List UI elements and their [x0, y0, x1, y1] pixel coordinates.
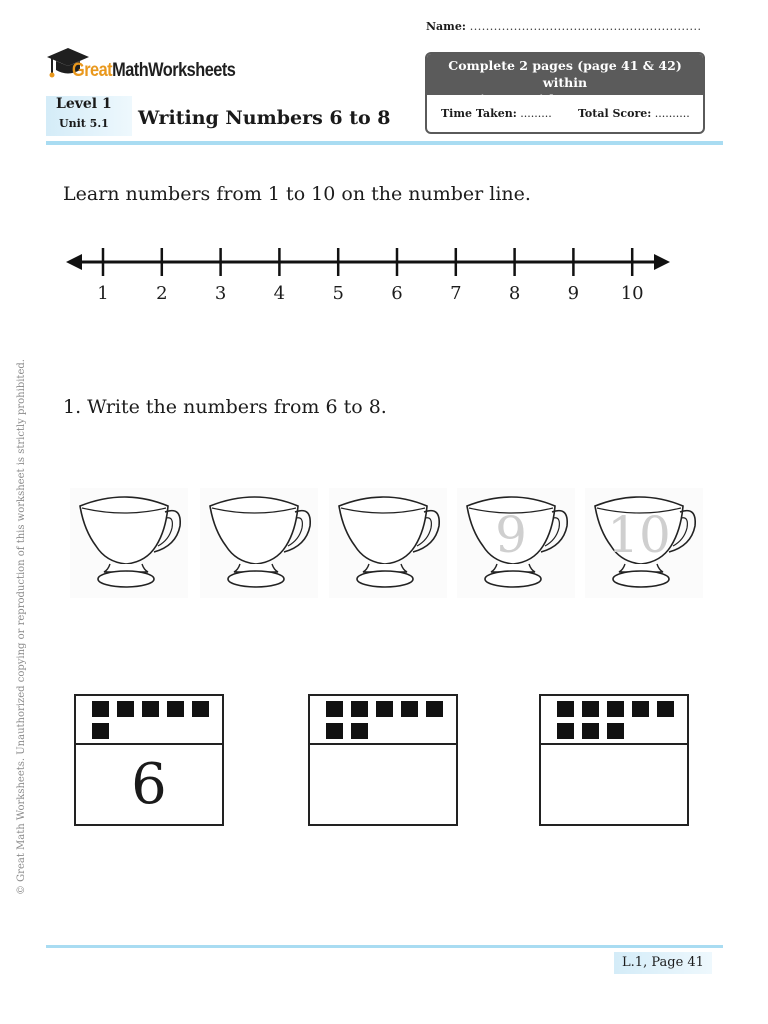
count-square [557, 723, 574, 739]
page-title: Writing Numbers 6 to 8 [138, 107, 391, 129]
task-minutes: 2 [453, 92, 463, 107]
count-square [92, 723, 109, 739]
count-square [426, 701, 443, 717]
count-square [401, 701, 418, 717]
task-instructions [427, 54, 703, 107]
count-square [557, 701, 574, 717]
count-square [192, 701, 209, 717]
count-square [167, 701, 184, 717]
ten-frame-card [74, 694, 224, 826]
right-arrow-icon [654, 254, 670, 270]
number-line-label: 9 [567, 283, 580, 304]
count-square [326, 723, 343, 739]
count-square [351, 701, 368, 717]
logo [46, 46, 236, 92]
time-taken-label: Time Taken: [441, 107, 517, 120]
number-line [60, 240, 680, 310]
count-square [607, 723, 624, 739]
intro-instruction: Learn numbers from 1 to 10 on the number line. [63, 183, 531, 205]
copyright-note: © Great Math Worksheets. Unauthorized copying or reproduction of this worksheet is strictly prohibited. [16, 359, 27, 895]
answer-box[interactable] [310, 745, 456, 824]
header-divider [46, 141, 723, 145]
teacup-icon [200, 488, 318, 598]
answer-box[interactable] [541, 745, 687, 824]
total-score-field[interactable] [578, 107, 690, 120]
total-score-label: Total Score: [578, 107, 652, 120]
logo-wordmark [72, 60, 235, 82]
number-line-label: 5 [332, 283, 344, 304]
teacup-icon [585, 488, 703, 598]
teacup-icon [70, 488, 188, 598]
task-line-2-rest: minutes with > 95% accuracy. [462, 92, 677, 107]
left-arrow-icon [66, 254, 82, 270]
count-square [607, 701, 624, 717]
logo-mathworksheets-text: MathWorksheets [112, 60, 236, 81]
count-square [657, 701, 674, 717]
name-field[interactable] [426, 20, 702, 33]
number-line-label: 4 [273, 283, 286, 304]
cup-number-label: 10 [607, 506, 671, 564]
footer-divider [46, 945, 723, 948]
total-score-blank: .......... [651, 107, 690, 120]
count-square [92, 701, 109, 717]
number-line-label: 8 [508, 283, 521, 304]
number-line-label: 2 [156, 283, 168, 304]
number-line-label: 6 [391, 283, 403, 304]
answer-box[interactable]: 6 [131, 752, 167, 817]
count-square [351, 723, 368, 739]
question-1: 1. Write the numbers from 6 to 8. [63, 396, 387, 418]
task-line-2 [427, 91, 703, 108]
name-label: Name: [426, 20, 466, 33]
logo-great-text: Great [72, 60, 113, 81]
count-square [582, 723, 599, 739]
page-number: L.1, Page 41 [614, 952, 712, 974]
number-line-label: 10 [620, 283, 644, 304]
time-taken-blank: ......... [516, 107, 552, 120]
number-line-label: 3 [214, 283, 227, 304]
task-line-1: Complete 2 pages (page 41 & 42) within [448, 58, 682, 90]
count-square [142, 701, 159, 717]
count-square [117, 701, 134, 717]
number-line-label: 7 [450, 283, 462, 304]
count-square [582, 701, 599, 717]
ten-frame-card [308, 694, 458, 826]
count-square [326, 701, 343, 717]
cup-number-label: 9 [495, 506, 527, 564]
number-line-label: 1 [97, 283, 109, 304]
count-square [632, 701, 649, 717]
count-square [376, 701, 393, 717]
teacup-icon [329, 488, 447, 598]
teacup-icon [457, 488, 575, 598]
ten-frame-dots [541, 696, 687, 745]
ten-frame-dots [310, 696, 456, 745]
unit-label: Unit 5.1 [59, 117, 109, 130]
ten-frame-dots [76, 696, 222, 745]
task-box [425, 52, 705, 134]
time-taken-field[interactable] [441, 107, 552, 120]
ten-frame-card [539, 694, 689, 826]
name-blank: .......................................................... [469, 20, 702, 33]
level-label: Level 1 [56, 96, 112, 112]
